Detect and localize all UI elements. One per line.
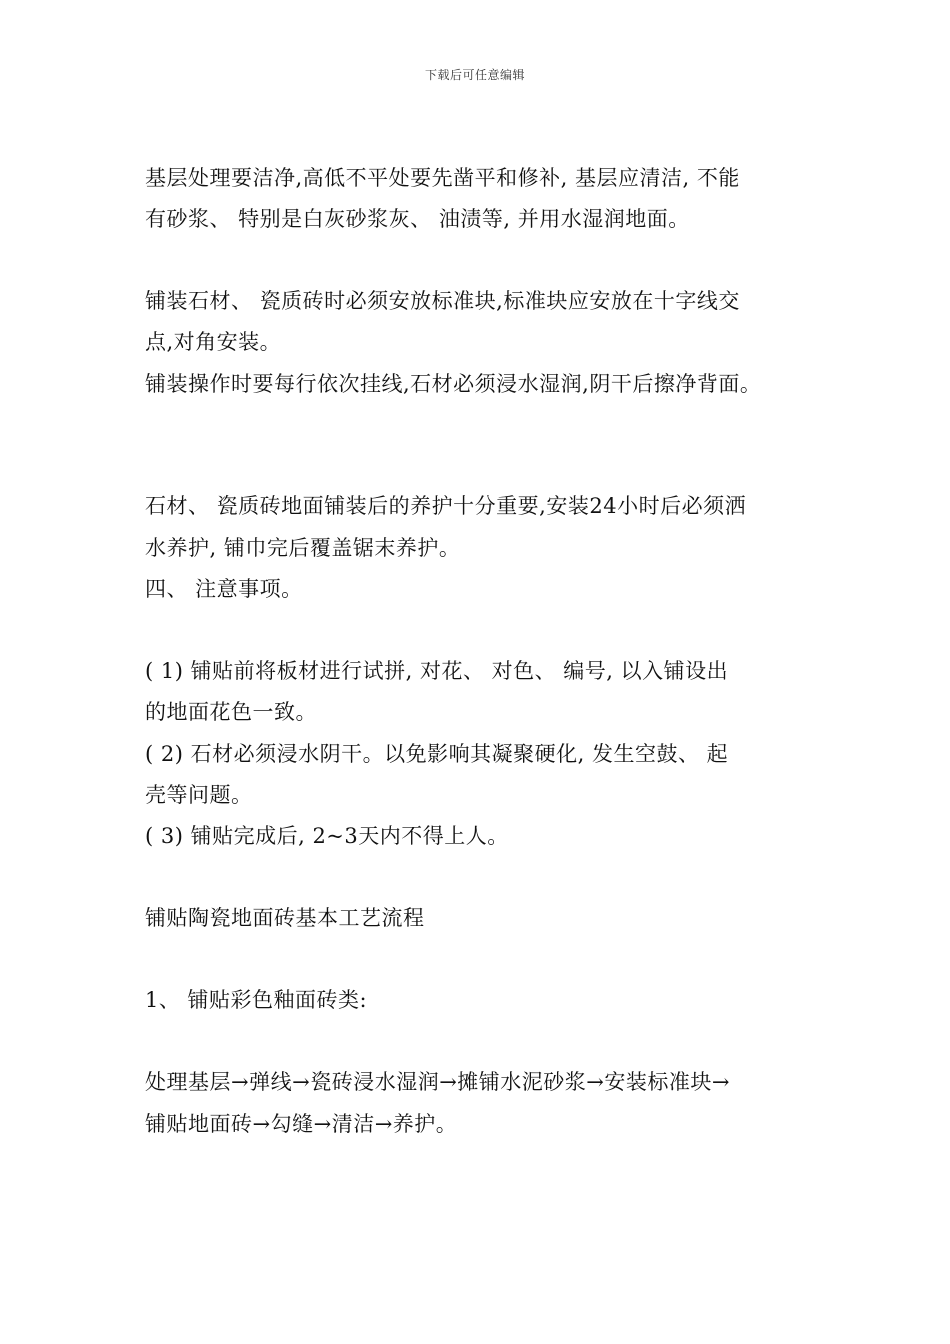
subsection-heading: 1、 铺贴彩色釉面砖类:: [145, 988, 368, 1012]
body-line: 的地面花色一致。: [145, 700, 317, 724]
body-line: ( 3) 铺贴完成后, 2~3天内不得上人。: [145, 824, 509, 848]
body-line: ( 1) 铺贴前将板材进行试拼, 对花、 对色、 编号, 以入铺设出: [145, 659, 729, 683]
body-line: 基层处理要洁净,高低不平处要先凿平和修补, 基层应清洁, 不能: [145, 166, 740, 190]
body-line: 石材、 瓷质砖地面铺装后的养护十分重要,安装24小时后必须洒: [145, 494, 747, 518]
body-line: 处理基层→弹线→瓷砖浸水湿润→摊铺水泥砂浆→安装标准块→: [145, 1070, 730, 1094]
section-heading: 铺贴陶瓷地面砖基本工艺流程: [145, 906, 425, 930]
body-line: 铺装操作时要每行依次挂线,石材必须浸水湿润,阴干后擦净背面。: [145, 372, 762, 396]
body-line: 壳等问题。: [145, 783, 253, 807]
body-line: 有砂浆、 特别是白灰砂浆灰、 油渍等, 并用水湿润地面。: [145, 207, 690, 231]
body-line: 铺装石材、 瓷质砖时必须安放标准块,标准块应安放在十字线交: [145, 289, 740, 313]
page-header-note: 下载后可任意编辑: [424, 68, 525, 82]
body-line: 点,对角安装。: [145, 330, 282, 354]
body-line: ( 2) 石材必须浸水阴干。以免影响其凝聚硬化, 发生空鼓、 起: [145, 742, 729, 766]
body-line: 铺贴地面砖→勾缝→清洁→养护。: [145, 1112, 458, 1136]
body-line: 水养护, 铺巾完后覆盖锯末养护。: [145, 536, 461, 560]
section-heading: 四、 注意事项。: [145, 577, 303, 601]
